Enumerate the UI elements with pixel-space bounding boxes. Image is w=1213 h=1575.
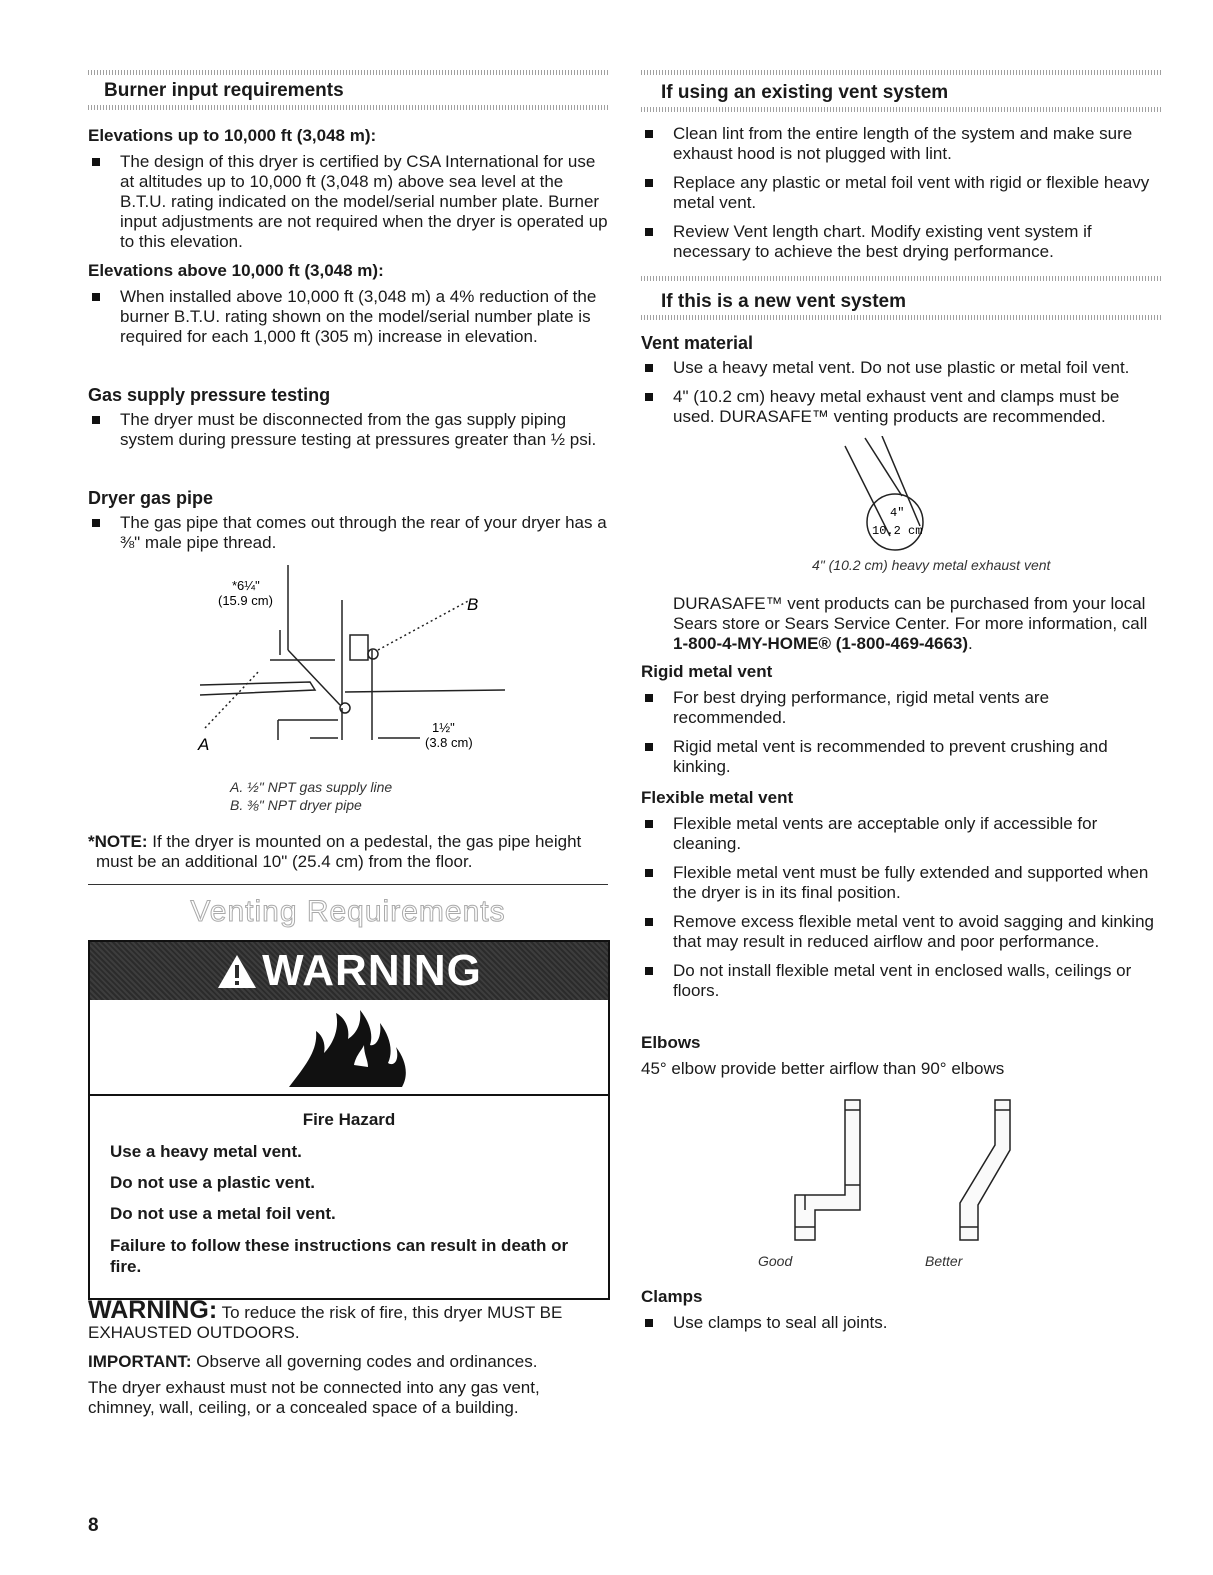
list-item: Use clamps to seal all joints. [641, 1313, 1161, 1333]
warning-line: Do not use a plastic vent. [110, 1173, 315, 1192]
label-b: B [467, 595, 479, 614]
caption-b: B. ⅜" NPT dryer pipe [230, 797, 362, 813]
durasafe-paragraph [673, 594, 1163, 654]
list-item: Flexible metal vent must be fully extended and supported when the dryer is in its final position. [641, 863, 1161, 903]
clamps-section [641, 1287, 1161, 1342]
durasafe-text: DURASAFE™ vent products can be purchased from your local Sears store or Sears Service Center. For more information, call [673, 594, 1148, 633]
rigid-section [641, 662, 1161, 786]
divider [641, 276, 1161, 281]
warning-paragraph [88, 1296, 608, 1343]
important-paragraph [88, 1352, 608, 1372]
warning-banner [90, 942, 608, 1000]
list-item: Clean lint from the entire length of the system and make sure exhaust hood is not plugged with lint. [641, 124, 1161, 164]
divider [641, 107, 1161, 112]
list-item: Review Vent length chart. Modify existing vent system if necessary to achieve the best drying performance. [641, 222, 1161, 262]
warning-line: Do not use a metal foil vent. [110, 1204, 336, 1223]
list-item: Replace any plastic or metal foil vent with rigid or flexible heavy metal vent. [641, 173, 1161, 213]
divider [641, 70, 1161, 75]
list-item: The design of this dryer is certified by CSA International for use at altitudes up to 10,000 ft (3,048 m) above sea level at the B.T.U. rating indicated on the model/serial number plate. Burner input adjustments are not required when the dryer is operated up to this elevation. [88, 152, 608, 252]
vent-material-section [641, 333, 1161, 436]
elbows-section [641, 1033, 1161, 1079]
caption-a: A. ½" NPT gas supply line [230, 779, 393, 795]
note-text: If the dryer is mounted on a pedestal, the gas pipe height must be an additional 10" (25.4 cm) from the floor. [96, 832, 582, 871]
divider [88, 105, 608, 110]
divider [641, 315, 1161, 320]
elbow-better-label: Better [925, 1253, 963, 1269]
warning-text: To reduce the risk of fire, this dryer MUST BE EXHAUSTED OUTDOORS. [88, 1303, 563, 1342]
important-label: IMPORTANT: [88, 1352, 192, 1371]
list-item: Do not install flexible metal vent in enclosed walls, ceilings or floors. [641, 961, 1161, 1001]
hazard-title: Fire Hazard [302, 1110, 396, 1129]
venting-requirements-title: Venting Requirements [190, 895, 506, 928]
warning-line: Failure to follow these instructions can result in death or fire. [110, 1236, 569, 1276]
warning-box [88, 940, 610, 1300]
list-item: The gas pipe that comes out through the rear of your dryer has a ⅜" male pipe thread. [88, 513, 608, 553]
warning-triangle-icon [216, 952, 258, 990]
flexible-title: Flexible metal vent [641, 788, 794, 807]
list-item: For best drying performance, rigid metal vents are recommended. [641, 688, 1161, 728]
gas-test-section [88, 385, 608, 459]
fire-icon-area [90, 1000, 608, 1096]
gas-pipe-section [88, 488, 608, 562]
gas-test-title: Gas supply pressure testing [88, 385, 331, 405]
durasafe-end: . [968, 634, 973, 653]
warning-content [90, 1096, 608, 1277]
warning-label: WARNING: [88, 1296, 218, 1324]
page-number: 8 [88, 1515, 99, 1536]
section-title-new: If this is a new vent system [661, 291, 906, 312]
elbows-title: Elbows [641, 1033, 701, 1052]
list-item: Use a heavy metal vent. Do not use plastic or metal foil vent. [641, 358, 1161, 378]
list-item: Remove excess flexible metal vent to avoid sagging and kinking that may result in reduced airflow and poor performance. [641, 912, 1161, 952]
elbows-text: 45° elbow provide better airflow than 90° elbows [641, 1059, 1005, 1078]
gas-pipe-diagram [180, 560, 520, 780]
durasafe-phone: 1-800-4-MY-HOME® (1-800-469-4663) [673, 634, 969, 653]
divider [88, 70, 608, 75]
gas-pipe-title: Dryer gas pipe [88, 488, 214, 508]
vent-material-title: Vent material [641, 333, 754, 353]
label-a: A [198, 735, 210, 754]
list-item: Rigid metal vent is recommended to prevent crushing and kinking. [641, 737, 1161, 777]
warning-line: Use a heavy metal vent. [110, 1142, 302, 1161]
rigid-title: Rigid metal vent [641, 662, 773, 681]
list-item: The dryer must be disconnected from the gas supply piping system during pressure testing at pressures greater than ½ psi. [88, 410, 608, 450]
burner-section [88, 126, 608, 356]
exhaust-paragraph: The dryer exhaust must not be connected into any gas vent, chimney, wall, ceiling, or a concealed space of a building. [88, 1378, 540, 1417]
dim1-a: *6¼" [232, 578, 260, 593]
dim2-a: 1½" [432, 720, 455, 735]
elbow-good-label: Good [758, 1253, 793, 1269]
existing-vent-section [641, 124, 1161, 271]
vent-fig-caption: 4" (10.2 cm) heavy metal exhaust vent [812, 557, 1051, 573]
vent-fig-bottom: 10.2 cm [872, 524, 923, 538]
list-item: Flexible metal vents are acceptable only if accessible for cleaning. [641, 814, 1161, 854]
section-title-burner: Burner input requirements [104, 80, 344, 101]
list-item: When installed above 10,000 ft (3,048 m) a 4% reduction of the burner B.T.U. rating shown on the model/serial number plate is required for each 1,000 ft (305 m) increase in elevation. [88, 287, 608, 347]
list-item: 4" (10.2 cm) heavy metal exhaust vent and clamps must be used. DURASAFE™ venting products are recommended. [641, 387, 1161, 427]
note-label: *NOTE: [88, 832, 148, 851]
vent-figure [840, 436, 950, 556]
elevation-2-title: Elevations above 10,000 ft (3,048 m): [88, 261, 384, 280]
warning-banner-text: WARNING [262, 946, 482, 995]
elevation-1-title: Elevations up to 10,000 ft (3,048 m): [88, 126, 377, 145]
fire-icon [284, 1005, 414, 1090]
note-paragraph [88, 832, 616, 872]
dim2-b: (3.8 cm) [425, 735, 473, 750]
elbows-figure [780, 1095, 1020, 1250]
vent-fig-top: 4" [890, 506, 905, 520]
divider [88, 884, 608, 885]
flexible-section [641, 788, 1161, 1010]
clamps-title: Clamps [641, 1287, 703, 1306]
dim1-b: (15.9 cm) [218, 593, 273, 608]
important-text: Observe all governing codes and ordinances. [191, 1352, 538, 1371]
section-title-existing: If using an existing vent system [661, 82, 949, 103]
existing-vent-list [641, 124, 1161, 262]
